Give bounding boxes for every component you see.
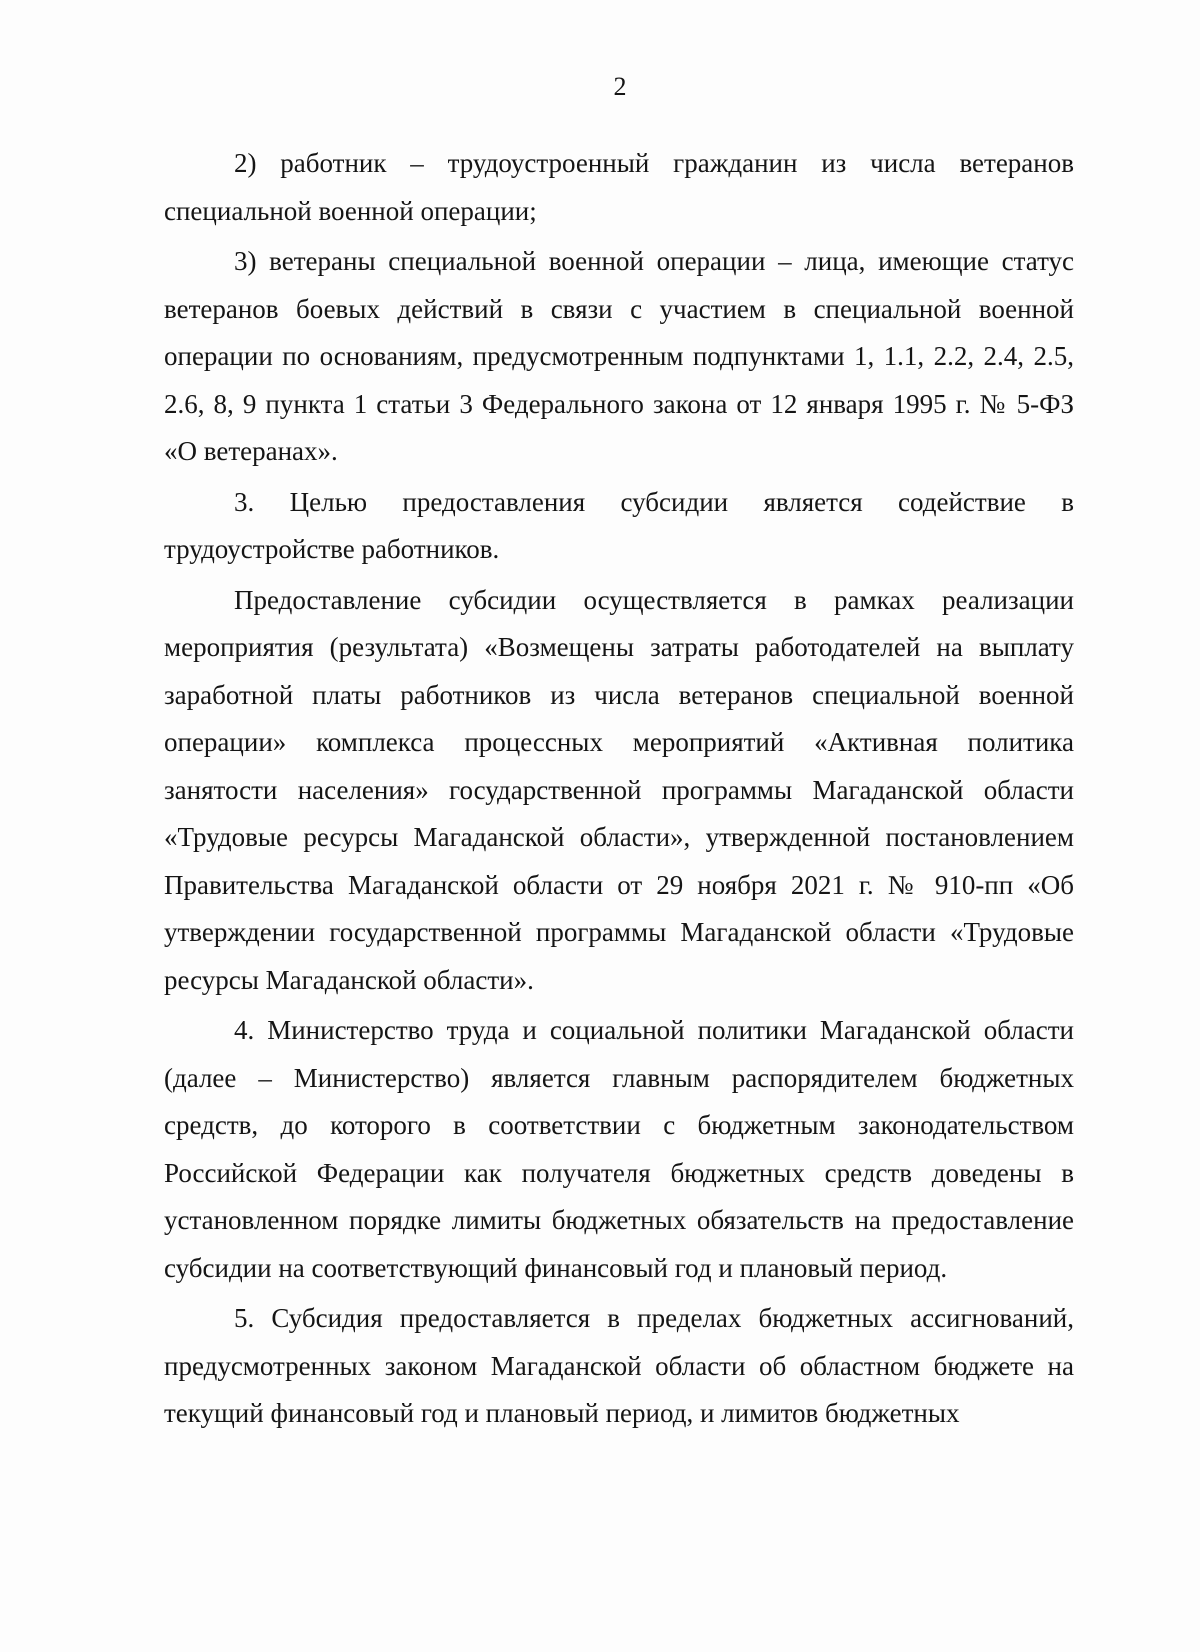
paragraph-item-2: 2) работник – трудоустроенный гражданин из числа ветеранов специальной военной операции; bbox=[164, 148, 1074, 226]
paragraph-clause-3: 3. Целью предоставления субсидии является содействие в трудоустройстве работников. bbox=[164, 486, 1074, 564]
page-number: 2 bbox=[613, 72, 627, 101]
document-body bbox=[164, 140, 1074, 1438]
paragraph-subsidy-provision: Предоставление субсидии осуществляется в рамках реализации мероприятия (результата) «Возмещены затраты работодателей на выплату заработной платы работников из числа ветеранов специальной военной операции» комплекса процессных мероприятий «Активная политика занятости населения» государственной программы Магаданской области «Трудовые ресурсы Магаданской области», утвержденной постановлением Правительства Магаданской области от 29 ноября 2021 г. № 910-пп «Об утверждении государственной программы Магаданской области «Трудовые ресурсы Магаданской области». bbox=[164, 584, 1074, 995]
paragraph-item-3: 3) ветераны специальной военной операции – лица, имеющие статус ветеранов боевых действий в связи с участием в специальной военной операции по основаниям, предусмотренным подпунктами 1, 1.1, 2.2, 2.4, 2.5, 2.6, 8, 9 пункта 1 статьи 3 Федерального закона от 12 января 1995 г. № 5-ФЗ «О ветеранах». bbox=[164, 246, 1074, 466]
paragraph-clause-4: 4. Министерство труда и социальной политики Магаданской области (далее – Министерство) является главным распорядителем бюджетных средств, до которого в соответствии с бюджетным законодательством Российской Федерации как получателя бюджетных средств доведены в установленном порядке лимиты бюджетных обязательств на предоставление субсидии на соответствующий финансовый год и плановый период. bbox=[164, 1015, 1074, 1283]
paragraph-clause-5: 5. Субсидия предоставляется в пределах бюджетных ассигнований, предусмотренных законом Магаданской области об областном бюджете на текущий финансовый год и плановый период, и лимитов бюджетных bbox=[164, 1303, 1074, 1428]
